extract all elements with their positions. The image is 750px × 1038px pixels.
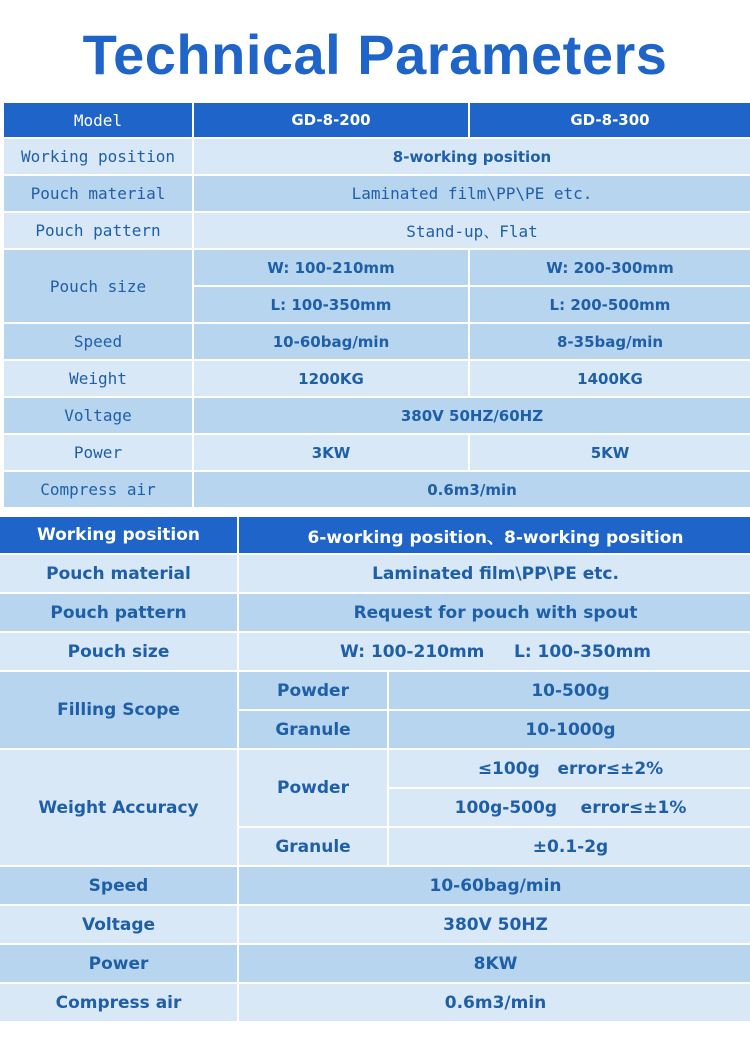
table-row [0,906,750,943]
row-label-pouch-pattern: Pouch pattern [0,594,237,631]
table-row [4,435,750,470]
table-row [0,555,750,592]
filling-spec-table [0,515,750,1023]
power-gd-8-200: 3KW [194,435,468,470]
filling-granule-value: 10-1000g [389,711,750,748]
accuracy-powder-value-2: 100g-500g error≤±1% [389,789,750,826]
pouch-pattern-value: Stand-up、Flat [194,213,750,248]
pouch-material-value: Laminated film\PP\PE etc. [194,176,750,211]
row-label-pouch-material: Pouch material [0,555,237,592]
row-label-pouch-size: Pouch size [4,250,192,322]
table-row [0,750,750,787]
pouch-length-gd-8-200: L: 100-350mm [194,287,468,322]
table-row [0,594,750,631]
filling-powder-value: 10-500g [389,672,750,709]
compress-air-value: 0.6m3/min [194,472,750,507]
header-model-gd-8-200: GD-8-200 [194,103,468,137]
model-spec-table [2,101,750,509]
table-row [0,633,750,670]
table-header-row [4,103,750,137]
weight-gd-8-300: 1400KG [470,361,750,396]
header-model-label: Model [4,103,192,137]
accuracy-granule-label: Granule [239,828,387,865]
row-label-compress-air: Compress air [4,472,192,507]
row-label-pouch-material: Pouch material [4,176,192,211]
speed-gd-8-200: 10-60bag/min [194,324,468,359]
voltage-value: 380V 50HZ/60HZ [194,398,750,433]
working-position-value: 8-working position [194,139,750,174]
table-row [4,213,750,248]
row-label-compress-air: Compress air [0,984,237,1021]
row-label-voltage: Voltage [0,906,237,943]
pouch-pattern-value: Request for pouch with spout [239,594,750,631]
pouch-size-value: W: 100-210mm L: 100-350mm [239,633,750,670]
table-row [4,176,750,211]
row-label-power: Power [4,435,192,470]
speed-gd-8-300: 8-35bag/min [470,324,750,359]
working-position-value: 6-working position、8-working position [239,517,750,553]
table-row [4,250,750,285]
table-row [0,984,750,1021]
row-label-power: Power [0,945,237,982]
row-label-weight-accuracy: Weight Accuracy [0,750,237,865]
table-row [0,867,750,904]
pouch-material-value: Laminated film\PP\PE etc. [239,555,750,592]
table-row [4,398,750,433]
row-label-filling-scope: Filling Scope [0,672,237,748]
row-label-voltage: Voltage [4,398,192,433]
speed-value: 10-60bag/min [239,867,750,904]
filling-powder-label: Powder [239,672,387,709]
page-title: Technical Parameters [82,23,668,86]
row-label-weight: Weight [4,361,192,396]
pouch-width-gd-8-300: W: 200-300mm [470,250,750,285]
table-row [4,139,750,174]
power-value: 8KW [239,945,750,982]
table-row [4,324,750,359]
accuracy-powder-value-1: ≤100g error≤±2% [389,750,750,787]
voltage-value: 380V 50HZ [239,906,750,943]
table-row [0,945,750,982]
table-row [0,672,750,709]
header-model-gd-8-300: GD-8-300 [470,103,750,137]
table-row [4,472,750,507]
row-label-working-position: Working position [0,517,237,553]
table-row [4,361,750,396]
row-label-speed: Speed [0,867,237,904]
power-gd-8-300: 5KW [470,435,750,470]
compress-air-value: 0.6m3/min [239,984,750,1021]
pouch-length-gd-8-300: L: 200-500mm [470,287,750,322]
accuracy-granule-value: ±0.1-2g [389,828,750,865]
row-label-pouch-pattern: Pouch pattern [4,213,192,248]
filling-granule-label: Granule [239,711,387,748]
accuracy-powder-label: Powder [239,750,387,826]
weight-gd-8-200: 1200KG [194,361,468,396]
row-label-pouch-size: Pouch size [0,633,237,670]
pouch-width-gd-8-200: W: 100-210mm [194,250,468,285]
row-label-speed: Speed [4,324,192,359]
table-header-row [0,517,750,553]
row-label-working-position: Working position [4,139,192,174]
